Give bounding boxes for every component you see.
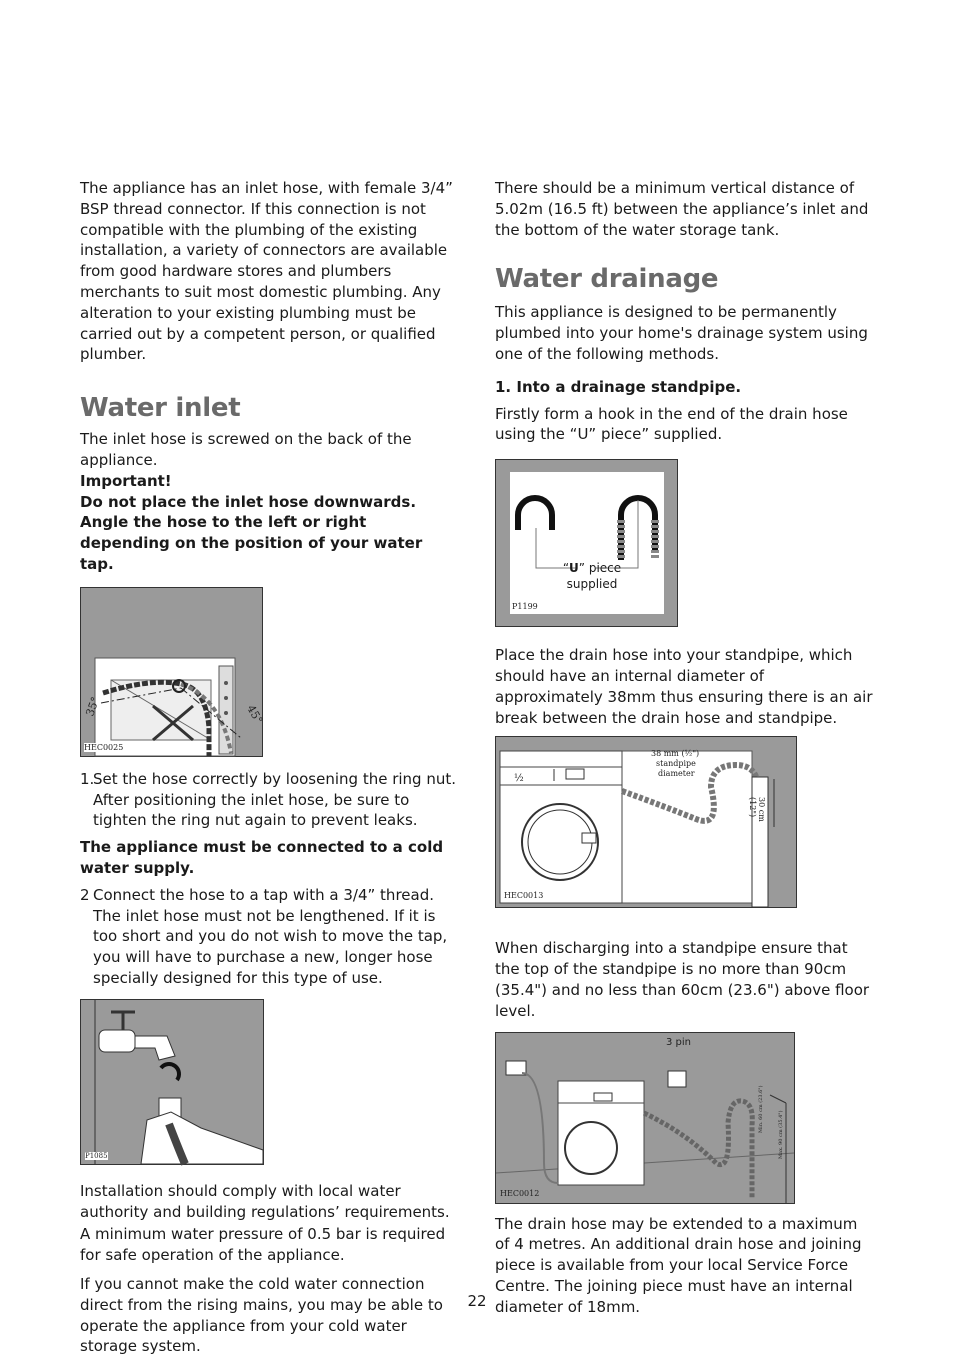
u-piece-letter: U (569, 561, 579, 576)
u-piece-supplied: supplied (566, 577, 618, 592)
fig-dim-3: diameter (658, 769, 695, 779)
standpipe-figure (495, 736, 797, 908)
inlet-text: The inlet hose is screwed on the back of the appliance. (80, 430, 412, 469)
floor-height-figure (495, 1032, 795, 1204)
compliance-text: Installation should comply with local water authority and building regulations’ requirements. (80, 1181, 450, 1221)
fig-angle-right: 45° (244, 702, 266, 726)
tap-illustration (81, 1000, 263, 1164)
inlet-angle-figure (80, 587, 266, 757)
step-2 (80, 885, 456, 989)
fig-dim-2: standpipe (656, 759, 696, 769)
u-piece-word: ” piece (578, 561, 622, 576)
inlet-angle-illustration (81, 588, 262, 756)
step-1 (80, 769, 456, 831)
fig-dim-1: 38 mm (½") (651, 749, 700, 759)
step-2-text: Connect the hose to a tap with a 3/4” thread. The inlet hose must not be lengthened. If it is too short and you do not wish to move the tap, you will have to purchase a new, longer hose specially designed for this type of use. (93, 885, 448, 987)
fig-code-p1085: P1085 (85, 1151, 108, 1160)
pressure-text: A minimum water pressure of 0.5 bar is required for safe operation of the appliance. (80, 1225, 446, 1265)
u-piece-quote-open: “ (562, 561, 570, 576)
fig-min-60cm: Min. 60 cm (23.6") (758, 1085, 764, 1133)
cold-supply-note: The appliance must be connected to a cold water supply. (80, 838, 444, 877)
fig-code-hec0013: HEC0013 (504, 891, 544, 901)
fig-3-pin: 3 pin (666, 1036, 692, 1048)
fig-code-hec0012: HEC0012 (500, 1188, 540, 1198)
fig-height-30cm: 30 cm (12") (748, 797, 766, 823)
right-column (495, 178, 873, 1318)
fig-max-90cm: Max. 90 cm (35.4") (778, 1110, 784, 1159)
u-piece-label (552, 560, 632, 592)
water-drainage-heading: Water drainage (495, 264, 719, 295)
step-2-number: 2 (80, 885, 90, 904)
discharge-text: When discharging into a standpipe ensure that the top of the standpipe is no more than 90cm (35.4") and no less than 60cm (23.6") above floor level. (495, 939, 870, 1020)
vertical-distance-text: There should be a minimum vertical distance of 5.02m (16.5 ft) between the appliance’s inlet and the bottom of the water storage tank. (495, 179, 869, 239)
tap-connection-figure (80, 999, 264, 1165)
u-piece-figure (495, 459, 678, 627)
step-1-number: 1. (80, 769, 95, 788)
standpipe-text: Place the drain hose into your standpipe, which should have an internal diameter of approximately 38mm thus ensuring there is an air break between the drain hose and standpipe. (495, 646, 873, 727)
important-label: Important! (80, 471, 172, 490)
left-column (80, 178, 456, 1357)
step-1-text: Set the hose correctly by loosening the ring nut. After positioning the inlet hose, be sure to tighten the ring nut again to prevent leaks. (93, 769, 456, 830)
water-inlet-heading: Water inlet (80, 393, 241, 424)
page-number: 22 (467, 1292, 487, 1310)
fig-dial-half: ½ (514, 773, 524, 785)
fig-code-hec0025: HEC0025 (84, 742, 124, 752)
method-1-heading: 1. Into a drainage standpipe. (495, 377, 742, 396)
floor-height-illustration (496, 1033, 794, 1203)
fig-code-p1199: P1199 (512, 602, 538, 612)
storage-text: If you cannot make the cold water connection direct from the rising mains, you may be able to operate the appliance from your cold water storage system. (80, 1274, 443, 1356)
extend-text: The drain hose may be extended to a maximum of 4 metres. An additional drain hose and joining piece is available from your local Service Force Centre. The joining piece must have an internal diameter of 18mm. (495, 1214, 862, 1316)
inlet-warning: Do not place the inlet hose downwards. Angle the hose to the left or right depending on the position of your water tap. (80, 492, 423, 573)
drainage-intro: This appliance is designed to be permanently plumbed into your home's drainage system using one of the following methods. (495, 303, 868, 363)
fig-angle-left: 35° (83, 694, 103, 718)
hook-text: Firstly form a hook in the end of the drain hose using the “U” piece” supplied. (495, 404, 848, 444)
inlet-intro: The appliance has an inlet hose, with female 3/4” BSP thread connector. If this connection is not compatible with the plumbing of the existing installation, a variety of connectors are available from good hardware stores and plumbers merchants to suit most domestic plumbing. Any alteration to your existing plumbing must be carried out by a competent person, or qualified plumber. (80, 179, 453, 364)
